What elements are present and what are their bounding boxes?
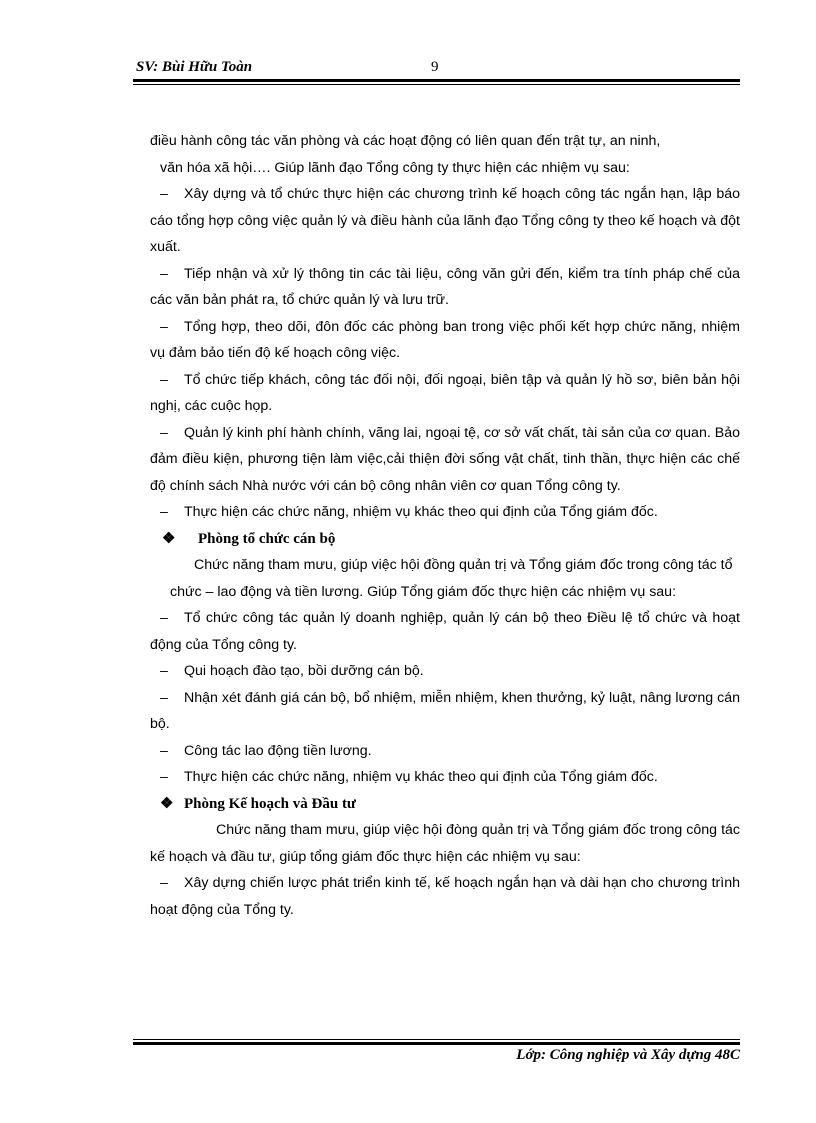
list-item: – Xây dựng chiến lược phát triển kinh tế, kế hoạch ngắn hạn và dài hạn cho chương trình hoạt động của Tổng ty. (150, 870, 740, 923)
dash-marker: – (160, 610, 168, 626)
dash-marker: – (160, 689, 168, 706)
list-item: – Thực hiện các chức năng, nhiệm vụ khác theo qui định của Tổng giám đốc. (150, 499, 740, 526)
dash-marker: – (160, 318, 168, 335)
diamond-bullet-icon: ❖ (160, 795, 174, 812)
dash-marker: – (160, 742, 168, 759)
footer-rule-thin (133, 1039, 740, 1040)
dash-marker: – (160, 769, 168, 785)
intro-line-2: văn hóa xã hội…. Giúp lãnh đạo Tổng công ty thực hiện các nhiệm vụ sau: (160, 159, 630, 176)
header-rule-thick (133, 79, 740, 82)
section-heading-ke-hoach-dau-tu: ❖ Phòng Kế hoạch và Đầu tư (150, 791, 740, 818)
footer-class-label: Lớp: Công nghiệp và Xây dựng 48C (516, 1047, 740, 1063)
list-item: – Qui hoạch đào tạo, bồi dưỡng cán bộ. (150, 658, 740, 685)
list-item: – Thực hiện các chức năng, nhiệm vụ khác theo qui định của Tổng giám đốc. (150, 764, 740, 791)
list-item: – Tổ chức tiếp khách, công tác đối nội, đối ngoại, biên tập và quản lý hồ sơ, biên bản hội nghị, các cuộc họp. (150, 367, 740, 420)
list-item: – Công tác lao động tiền lương. (150, 738, 740, 765)
list-item: – Quản lý kinh phí hành chính, vãng lai, ngoại tệ, cơ sở vất chất, tài sản của cơ quan. Bảo đảm điều kiện, phương tiện làm việc,cải thiện đời sống vật chất, tinh thần, thực hiện các chế độ chính sách Nhà nước với cán bộ công nhân viên cơ quan Tổng công ty. (150, 420, 740, 500)
dash-marker: – (160, 424, 168, 441)
list-item: – Tổng hợp, theo dõi, đôn đốc các phòng ban trong việc phối kết hợp chức năng, nhiệm vụ đảm bảo tiến độ kế hoạch công việc. (150, 314, 740, 367)
header-author: SV: Bùi Hữu Toàn (136, 59, 253, 75)
section-intro: Chức năng tham mưu, giúp việc hội đòng quản trị và Tổng giám đốc trong công tác kế hoạch và đầu tư, giúp tổng giám đốc thực hiện các nhiệm vụ sau: (150, 822, 740, 865)
dash-marker: – (160, 265, 168, 282)
header-rule-thin (133, 84, 740, 85)
intro-line-1: điều hành công tác văn phòng và các hoạt động có liên quan đến trật tự, an ninh, (150, 133, 661, 149)
dash-marker: – (160, 186, 168, 202)
dash-marker: – (160, 371, 168, 388)
list-item: – Nhận xét đánh giá cán bộ, bổ nhiệm, miễn nhiệm, khen thưởng, kỷ luật, nâng lương cán bộ. (150, 685, 740, 738)
diamond-bullet-icon: ❖ (162, 530, 176, 547)
list-item: – Xây dựng và tổ chức thực hiện các chương trình kế hoạch công tác ngắn hạn, lập báo cáo tổng hợp công việc quản lý và điều hành của lãnh đạo Tổng công ty theo kế hoạch và đột xuất. (150, 181, 740, 261)
list-item: – Tiếp nhận và xử lý thông tin các tài liệu, công văn gửi đến, kiểm tra tính pháp chế của các văn bản phát ra, tổ chức quản lý và lưu trữ. (150, 261, 740, 314)
dash-marker: – (160, 663, 168, 679)
footer-rule-thick (133, 1042, 740, 1045)
dash-marker: – (160, 875, 168, 891)
document-body (150, 128, 740, 923)
section-heading-to-chuc-can-bo: ❖ Phòng tổ chức cán bộ (150, 526, 740, 553)
dash-marker: – (160, 504, 168, 520)
page-number: 9 (431, 59, 439, 75)
list-item: – Tổ chức công tác quản lý doanh nghiệp, quản lý cán bộ theo Điều lệ tổ chức và hoạt động của Tổng công ty. (150, 605, 740, 658)
section-intro: Chức năng tham mưu, giúp việc hội đồng quản trị và Tổng giám đốc trong công tác tổ chức – lao động và tiền lương. Giúp Tổng giám đốc thực hiện các nhiệm vụ sau: (170, 557, 733, 600)
